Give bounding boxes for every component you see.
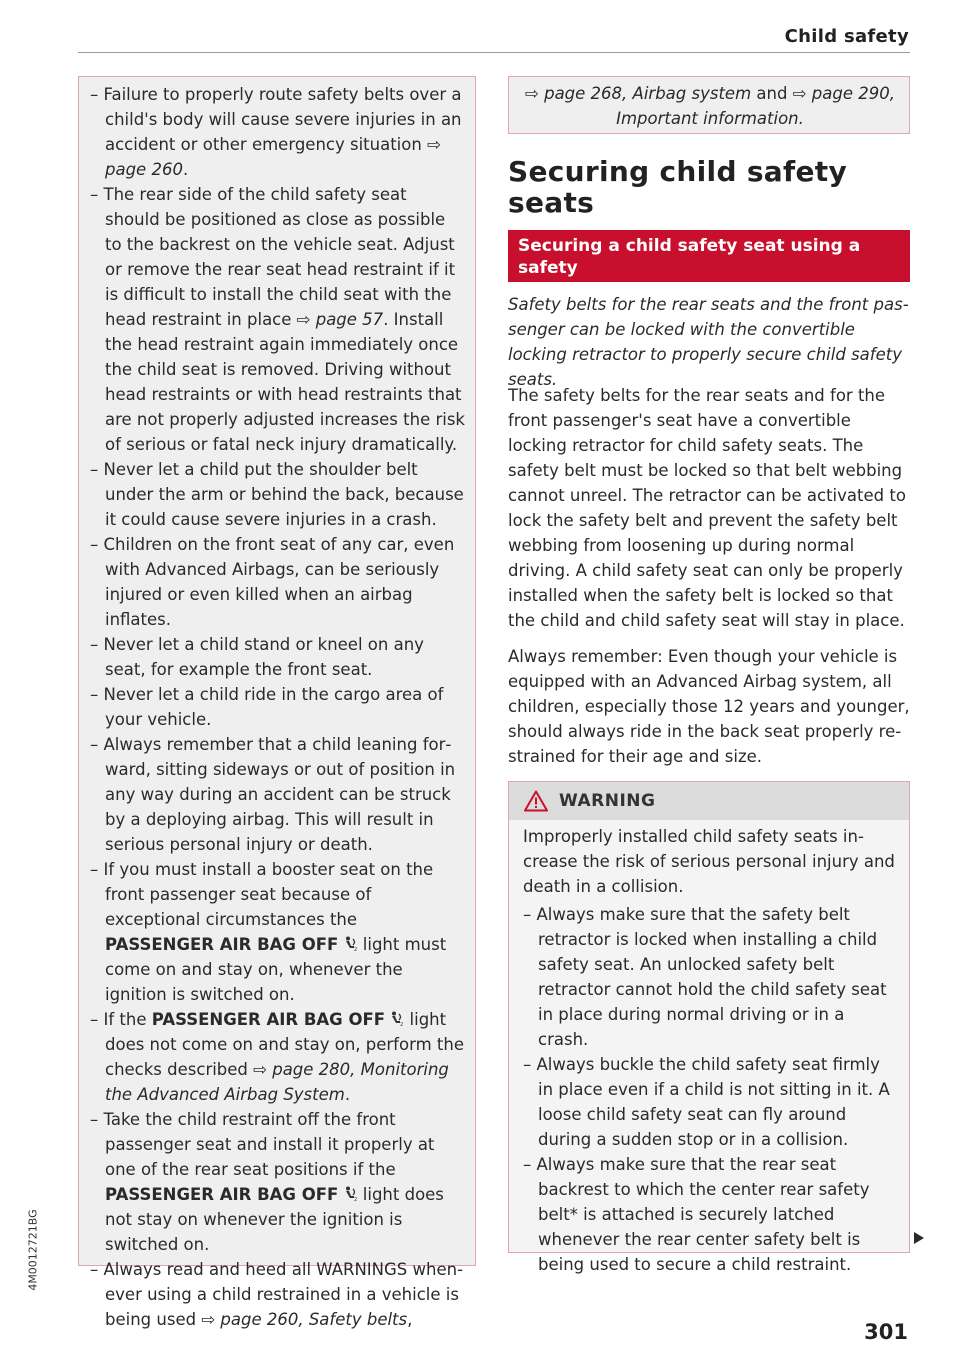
page-reference-link[interactable]: ⇨ page 268, Airbag system xyxy=(525,84,752,103)
list-item: – Take the child restraint off the front passenger seat and install it properly at one of the rear seat positions if the PASSENGER AIR BAG OFF 2 light does not stay on whenever the ignition is switched on. xyxy=(90,1107,465,1257)
list-item: – Always read and heed all WARNINGS whenever using a child restrained in a vehicle is being used ⇨ page 260, Safety belts, xyxy=(90,1257,465,1332)
page-reference-link[interactable]: Important information xyxy=(616,109,799,128)
continue-arrow-icon xyxy=(914,1232,924,1244)
body-paragraph: Always remember: Even though your vehicle is equipped with an Advanced Airbag system, all children, especially those 12 years and younger, should always ride in the back seat properly restrained for their age and size. xyxy=(508,647,910,766)
passenger-airbag-off-icon xyxy=(344,1186,358,1202)
page-reference-link[interactable]: ⇨ page 57 xyxy=(296,310,384,329)
svg-text:2: 2 xyxy=(353,1197,357,1202)
svg-text:2: 2 xyxy=(353,947,357,952)
svg-text:2: 2 xyxy=(400,1022,404,1027)
document-code xyxy=(24,1180,42,1320)
intro-paragraph: Safety belts for the rear seats and the front passenger can be locked with the convertible locking retractor to properly secure child safety seats. xyxy=(508,295,909,389)
page-reference-link[interactable]: ⇨ page 260, Safety belts xyxy=(201,1310,408,1329)
list-item: – Failure to properly route safety belts over a child's body will cause severe injuries in an accident or other emergency situation ⇨ page 260. xyxy=(90,82,465,182)
section-title: Child safety xyxy=(784,26,909,47)
list-item: – Always buckle the child safety seat firmly in place even if a child is not sitting in it. A loose child safety seat can fly around during a sudden stop or in a collision. xyxy=(523,1052,898,1152)
passenger-airbag-off-icon xyxy=(344,936,358,952)
list-item: – Never let a child stand or kneel on any seat, for example the front seat. xyxy=(90,632,465,682)
document-code-text: 4M0012721BG xyxy=(26,1209,40,1291)
list-item: – Never let a child put the shoulder belt under the arm or behind the back, because it could cause severe injuries in a crash. xyxy=(90,457,465,532)
list-item: – The rear side of the child safety seat should be positioned as close as possible to the backrest on the vehicle seat. Adjust or remove the rear seat head restraint if it is difficult to install the child seat with the head restraint in place ⇨ page 57. Install the head restraint again immediately once the child seat is removed. Driving without head restraints or with head restraints that are not properly adjusted increases the risk of serious or fatal neck injury dramatically. xyxy=(90,182,465,457)
warning-box xyxy=(508,781,910,1274)
list-item: – Always make sure that the safety belt retractor is locked when installing a child safety seat. An unlocked safety belt retractor cannot hold the child safety seat in place during normal driving or in a crash. xyxy=(523,902,898,1052)
warning-list xyxy=(523,902,898,1277)
list-item: – Never let a child ride in the cargo area of your vehicle. xyxy=(90,682,465,732)
list-item: – Children on the front seat of any car, even with Advanced Airbags, can be seriously injured or even killed when an airbag inflates. xyxy=(90,532,465,632)
header-rule xyxy=(78,52,910,53)
warning-header xyxy=(509,782,909,820)
body-paragraph: The safety belts for the rear seats and for the front passenger's seat have a convertible locking retractor for child safety seats. The safety belt must be locked so that belt webbing cannot unreel. The retractor can be activated to lock the safety belt and prevent the safety belt webbing from loosening up during normal driving. A child safety seat can only be properly installed when the safety belt is locked so that the child and child safety seat will stay in place. xyxy=(508,386,906,630)
warning-text: Improperly installed child safety seats increase the risk of serious personal injury and death in a collision. xyxy=(523,827,895,896)
warning-triangle-icon xyxy=(524,790,548,812)
reference-box xyxy=(508,76,910,134)
list-item: – Always make sure that the rear seat backrest to which the center rear safety belt* is attached is securely latched whenever the rear center safety belt is being used to secure a child restraint. xyxy=(523,1152,898,1277)
page-reference-link[interactable]: ⇨ page 280, Monitoring the Advanced Airbag System xyxy=(105,1060,449,1104)
page-number: 301 xyxy=(864,1320,908,1344)
list-item: – If you must install a booster seat on the front passenger seat because of exceptional circumstances the PASSENGER AIR BAG OFF 2 light must come on and stay on, whenever the ignition is switched on. xyxy=(90,857,465,1007)
page-reference-link[interactable]: ⇨ page 260 xyxy=(105,135,441,179)
page-reference-link[interactable]: ⇨ page 290, xyxy=(792,84,895,103)
reference-text: ⇨ page 268, Airbag system and ⇨ page 290, Important information. xyxy=(525,84,895,128)
list-item: – If the PASSENGER AIR BAG OFF 2 light does not come on and stay on, perform the checks described ⇨ page 280, Monitoring the Advanced Airbag System. xyxy=(90,1007,465,1107)
warning-title: WARNING xyxy=(559,791,656,811)
list-item: – Always remember that a child leaning forward, sitting sideways or out of position in any way during an accident can be struck by a deploying airbag. This will result in serious personal injury or death. xyxy=(90,732,465,857)
page-heading: Securing child safety seats xyxy=(508,155,848,219)
left-warning-list xyxy=(90,82,465,1332)
passenger-airbag-off-icon xyxy=(390,1011,404,1027)
subsection-heading: Securing a child safety seat using a safety belt xyxy=(508,230,910,282)
